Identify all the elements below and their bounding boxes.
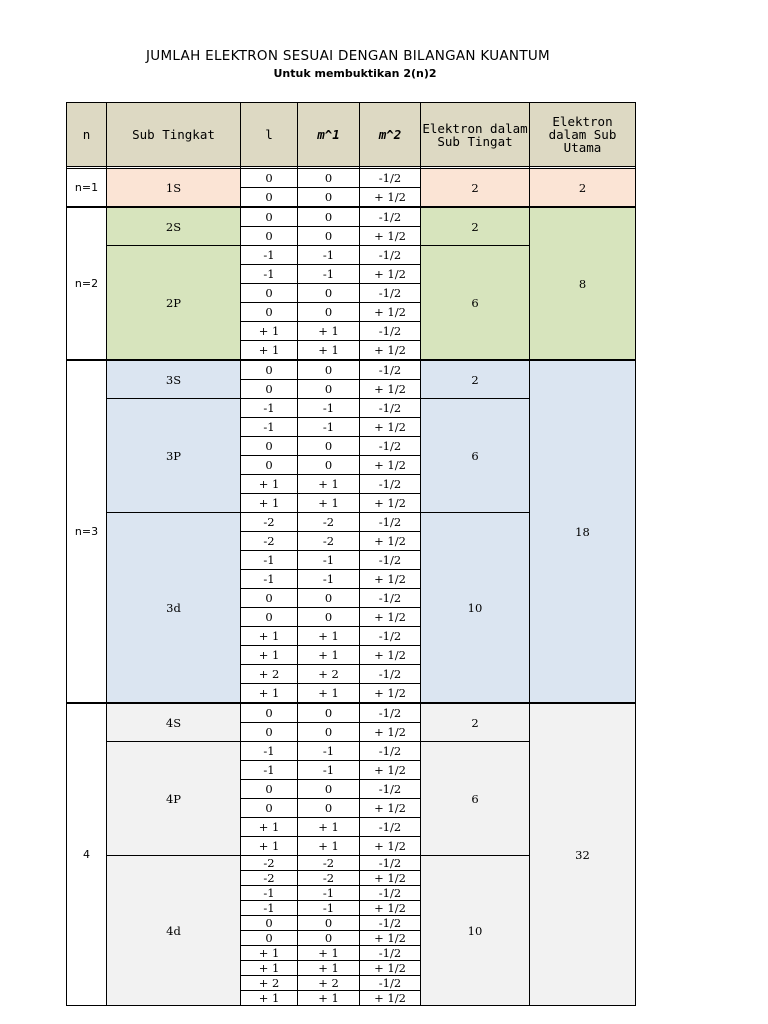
elektron-sub-tingkat-cell: 10 bbox=[421, 856, 530, 1006]
l-cell: -1 bbox=[241, 265, 298, 284]
m1-cell: -1 bbox=[298, 551, 360, 570]
m1-cell: + 1 bbox=[298, 627, 360, 646]
m1-cell: -2 bbox=[298, 532, 360, 551]
sub-tingkat-cell: 3S bbox=[107, 360, 241, 399]
elektron-sub-utama-cell: 18 bbox=[530, 360, 636, 703]
m1-cell: -2 bbox=[298, 871, 360, 886]
m1-cell: 0 bbox=[298, 799, 360, 818]
l-cell: 0 bbox=[241, 303, 298, 322]
m1-cell: 0 bbox=[298, 931, 360, 946]
m2-cell: -1/2 bbox=[360, 976, 421, 991]
m2-cell: + 1/2 bbox=[360, 723, 421, 742]
table-row bbox=[67, 207, 636, 227]
page-title: JUMLAH ELEKTRON SESUAI DENGAN BILANGAN KUANTUM bbox=[146, 48, 550, 64]
l-cell: 0 bbox=[241, 284, 298, 303]
m2-cell: + 1/2 bbox=[360, 871, 421, 886]
elektron-sub-utama-cell: 2 bbox=[530, 169, 636, 208]
elektron-sub-utama-cell: 8 bbox=[530, 207, 636, 360]
l-cell: 0 bbox=[241, 437, 298, 456]
header-elektron-sub-utama: Elektron dalam Sub Utama bbox=[530, 103, 636, 167]
m1-cell: -1 bbox=[298, 265, 360, 284]
m1-cell: -1 bbox=[298, 761, 360, 780]
elektron-sub-tingkat-cell: 6 bbox=[421, 742, 530, 856]
m2-cell: -1/2 bbox=[360, 475, 421, 494]
m1-cell: + 1 bbox=[298, 322, 360, 341]
m2-cell: + 1/2 bbox=[360, 991, 421, 1006]
l-cell: 0 bbox=[241, 916, 298, 931]
m2-cell: + 1/2 bbox=[360, 227, 421, 246]
header-n: n bbox=[67, 103, 107, 167]
header-m2: m^2 bbox=[360, 103, 421, 167]
l-cell: + 1 bbox=[241, 475, 298, 494]
table-header-row bbox=[67, 103, 636, 167]
m1-cell: 0 bbox=[298, 360, 360, 380]
m2-cell: -1/2 bbox=[360, 742, 421, 761]
elektron-sub-tingkat-cell: 2 bbox=[421, 360, 530, 399]
m1-cell: + 1 bbox=[298, 818, 360, 837]
l-cell: + 1 bbox=[241, 322, 298, 341]
l-cell: + 1 bbox=[241, 646, 298, 665]
table-row bbox=[67, 703, 636, 723]
sub-tingkat-cell: 2S bbox=[107, 207, 241, 246]
m2-cell: -1/2 bbox=[360, 437, 421, 456]
l-cell: 0 bbox=[241, 456, 298, 475]
m1-cell: -1 bbox=[298, 901, 360, 916]
l-cell: 0 bbox=[241, 227, 298, 246]
m1-cell: 0 bbox=[298, 589, 360, 608]
l-cell: -1 bbox=[241, 418, 298, 437]
m2-cell: -1/2 bbox=[360, 360, 421, 380]
m2-cell: -1/2 bbox=[360, 589, 421, 608]
sub-tingkat-cell: 4P bbox=[107, 742, 241, 856]
m2-cell: -1/2 bbox=[360, 551, 421, 570]
m2-cell: -1/2 bbox=[360, 169, 421, 188]
sub-tingkat-cell: 4d bbox=[107, 856, 241, 1006]
m1-cell: 0 bbox=[298, 188, 360, 208]
m1-cell: + 1 bbox=[298, 341, 360, 361]
l-cell: -2 bbox=[241, 871, 298, 886]
m1-cell: 0 bbox=[298, 303, 360, 322]
elektron-sub-tingkat-cell: 2 bbox=[421, 703, 530, 742]
m2-cell: -1/2 bbox=[360, 284, 421, 303]
l-cell: 0 bbox=[241, 169, 298, 188]
shell-n-cell: n=1 bbox=[67, 169, 107, 208]
m1-cell: 0 bbox=[298, 284, 360, 303]
m2-cell: + 1/2 bbox=[360, 646, 421, 665]
m2-cell: + 1/2 bbox=[360, 494, 421, 513]
m1-cell: + 1 bbox=[298, 494, 360, 513]
l-cell: + 1 bbox=[241, 341, 298, 361]
m2-cell: + 1/2 bbox=[360, 761, 421, 780]
m1-cell: 0 bbox=[298, 380, 360, 399]
m1-cell: 0 bbox=[298, 456, 360, 475]
elektron-sub-tingkat-cell: 10 bbox=[421, 513, 530, 704]
l-cell: -1 bbox=[241, 551, 298, 570]
l-cell: -1 bbox=[241, 399, 298, 418]
sub-tingkat-cell: 3d bbox=[107, 513, 241, 704]
m1-cell: -1 bbox=[298, 886, 360, 901]
page-subtitle: Untuk membuktikan 2(n)2 bbox=[273, 67, 437, 80]
m1-cell: -2 bbox=[298, 513, 360, 532]
l-cell: -1 bbox=[241, 570, 298, 589]
l-cell: -2 bbox=[241, 513, 298, 532]
l-cell: + 1 bbox=[241, 837, 298, 856]
l-cell: 0 bbox=[241, 780, 298, 799]
shell-n-cell: n=2 bbox=[67, 207, 107, 360]
l-cell: + 1 bbox=[241, 684, 298, 704]
l-cell: 0 bbox=[241, 931, 298, 946]
l-cell: + 1 bbox=[241, 991, 298, 1006]
m1-cell: -1 bbox=[298, 570, 360, 589]
m2-cell: + 1/2 bbox=[360, 188, 421, 208]
m1-cell: + 2 bbox=[298, 665, 360, 684]
m2-cell: + 1/2 bbox=[360, 961, 421, 976]
quantum-number-table bbox=[66, 102, 636, 1006]
m2-cell: -1/2 bbox=[360, 322, 421, 341]
l-cell: + 1 bbox=[241, 961, 298, 976]
l-cell: 0 bbox=[241, 799, 298, 818]
l-cell: + 2 bbox=[241, 976, 298, 991]
m1-cell: + 1 bbox=[298, 961, 360, 976]
header-elektron-sub-tingkat: Elektron dalam Sub Tingat bbox=[421, 103, 530, 167]
m1-cell: -1 bbox=[298, 399, 360, 418]
m2-cell: + 1/2 bbox=[360, 799, 421, 818]
l-cell: + 1 bbox=[241, 627, 298, 646]
m1-cell: -2 bbox=[298, 856, 360, 871]
m1-cell: 0 bbox=[298, 608, 360, 627]
l-cell: -1 bbox=[241, 901, 298, 916]
m2-cell: -1/2 bbox=[360, 886, 421, 901]
l-cell: -1 bbox=[241, 761, 298, 780]
sub-tingkat-cell: 1S bbox=[107, 169, 241, 208]
m1-cell: 0 bbox=[298, 207, 360, 227]
m1-cell: + 1 bbox=[298, 684, 360, 704]
l-cell: 0 bbox=[241, 188, 298, 208]
m2-cell: -1/2 bbox=[360, 703, 421, 723]
m1-cell: + 1 bbox=[298, 475, 360, 494]
m2-cell: -1/2 bbox=[360, 818, 421, 837]
shell-n-cell: n=3 bbox=[67, 360, 107, 703]
l-cell: 0 bbox=[241, 723, 298, 742]
m2-cell: -1/2 bbox=[360, 246, 421, 265]
m1-cell: 0 bbox=[298, 703, 360, 723]
l-cell: + 1 bbox=[241, 818, 298, 837]
m2-cell: -1/2 bbox=[360, 627, 421, 646]
table-row bbox=[67, 360, 636, 380]
header-m1: m^1 bbox=[298, 103, 360, 167]
l-cell: 0 bbox=[241, 703, 298, 723]
m2-cell: + 1/2 bbox=[360, 931, 421, 946]
m1-cell: 0 bbox=[298, 723, 360, 742]
l-cell: + 2 bbox=[241, 665, 298, 684]
sub-tingkat-cell: 3P bbox=[107, 399, 241, 513]
header-l: l bbox=[241, 103, 298, 167]
m2-cell: + 1/2 bbox=[360, 341, 421, 361]
m2-cell: -1/2 bbox=[360, 513, 421, 532]
m2-cell: + 1/2 bbox=[360, 532, 421, 551]
m1-cell: 0 bbox=[298, 169, 360, 188]
l-cell: 0 bbox=[241, 608, 298, 627]
elektron-sub-tingkat-cell: 2 bbox=[421, 169, 530, 208]
m2-cell: + 1/2 bbox=[360, 684, 421, 704]
m2-cell: + 1/2 bbox=[360, 608, 421, 627]
table-row bbox=[67, 169, 636, 188]
m1-cell: + 1 bbox=[298, 837, 360, 856]
m2-cell: + 1/2 bbox=[360, 570, 421, 589]
l-cell: 0 bbox=[241, 380, 298, 399]
elektron-sub-tingkat-cell: 6 bbox=[421, 399, 530, 513]
m2-cell: -1/2 bbox=[360, 665, 421, 684]
m2-cell: -1/2 bbox=[360, 207, 421, 227]
l-cell: + 1 bbox=[241, 494, 298, 513]
l-cell: + 1 bbox=[241, 946, 298, 961]
m2-cell: + 1/2 bbox=[360, 456, 421, 475]
m1-cell: + 1 bbox=[298, 946, 360, 961]
m2-cell: -1/2 bbox=[360, 780, 421, 799]
l-cell: 0 bbox=[241, 207, 298, 227]
l-cell: -2 bbox=[241, 856, 298, 871]
m1-cell: + 2 bbox=[298, 976, 360, 991]
l-cell: -2 bbox=[241, 532, 298, 551]
m1-cell: 0 bbox=[298, 916, 360, 931]
l-cell: -1 bbox=[241, 742, 298, 761]
m2-cell: + 1/2 bbox=[360, 265, 421, 284]
elektron-sub-tingkat-cell: 6 bbox=[421, 246, 530, 361]
m2-cell: + 1/2 bbox=[360, 380, 421, 399]
m2-cell: + 1/2 bbox=[360, 303, 421, 322]
m1-cell: 0 bbox=[298, 437, 360, 456]
m2-cell: -1/2 bbox=[360, 946, 421, 961]
m1-cell: -1 bbox=[298, 742, 360, 761]
m2-cell: + 1/2 bbox=[360, 418, 421, 437]
elektron-sub-utama-cell: 32 bbox=[530, 703, 636, 1006]
elektron-sub-tingkat-cell: 2 bbox=[421, 207, 530, 246]
m1-cell: 0 bbox=[298, 780, 360, 799]
m2-cell: + 1/2 bbox=[360, 901, 421, 916]
shell-n-cell: 4 bbox=[67, 703, 107, 1006]
m1-cell: + 1 bbox=[298, 646, 360, 665]
m1-cell: -1 bbox=[298, 246, 360, 265]
sub-tingkat-cell: 2P bbox=[107, 246, 241, 361]
m2-cell: -1/2 bbox=[360, 916, 421, 931]
l-cell: 0 bbox=[241, 360, 298, 380]
l-cell: 0 bbox=[241, 589, 298, 608]
sub-tingkat-cell: 4S bbox=[107, 703, 241, 742]
l-cell: -1 bbox=[241, 886, 298, 901]
m1-cell: 0 bbox=[298, 227, 360, 246]
m2-cell: -1/2 bbox=[360, 399, 421, 418]
m2-cell: -1/2 bbox=[360, 856, 421, 871]
header-sub-tingkat: Sub Tingkat bbox=[107, 103, 241, 167]
m2-cell: + 1/2 bbox=[360, 837, 421, 856]
m1-cell: + 1 bbox=[298, 991, 360, 1006]
m1-cell: -1 bbox=[298, 418, 360, 437]
l-cell: -1 bbox=[241, 246, 298, 265]
